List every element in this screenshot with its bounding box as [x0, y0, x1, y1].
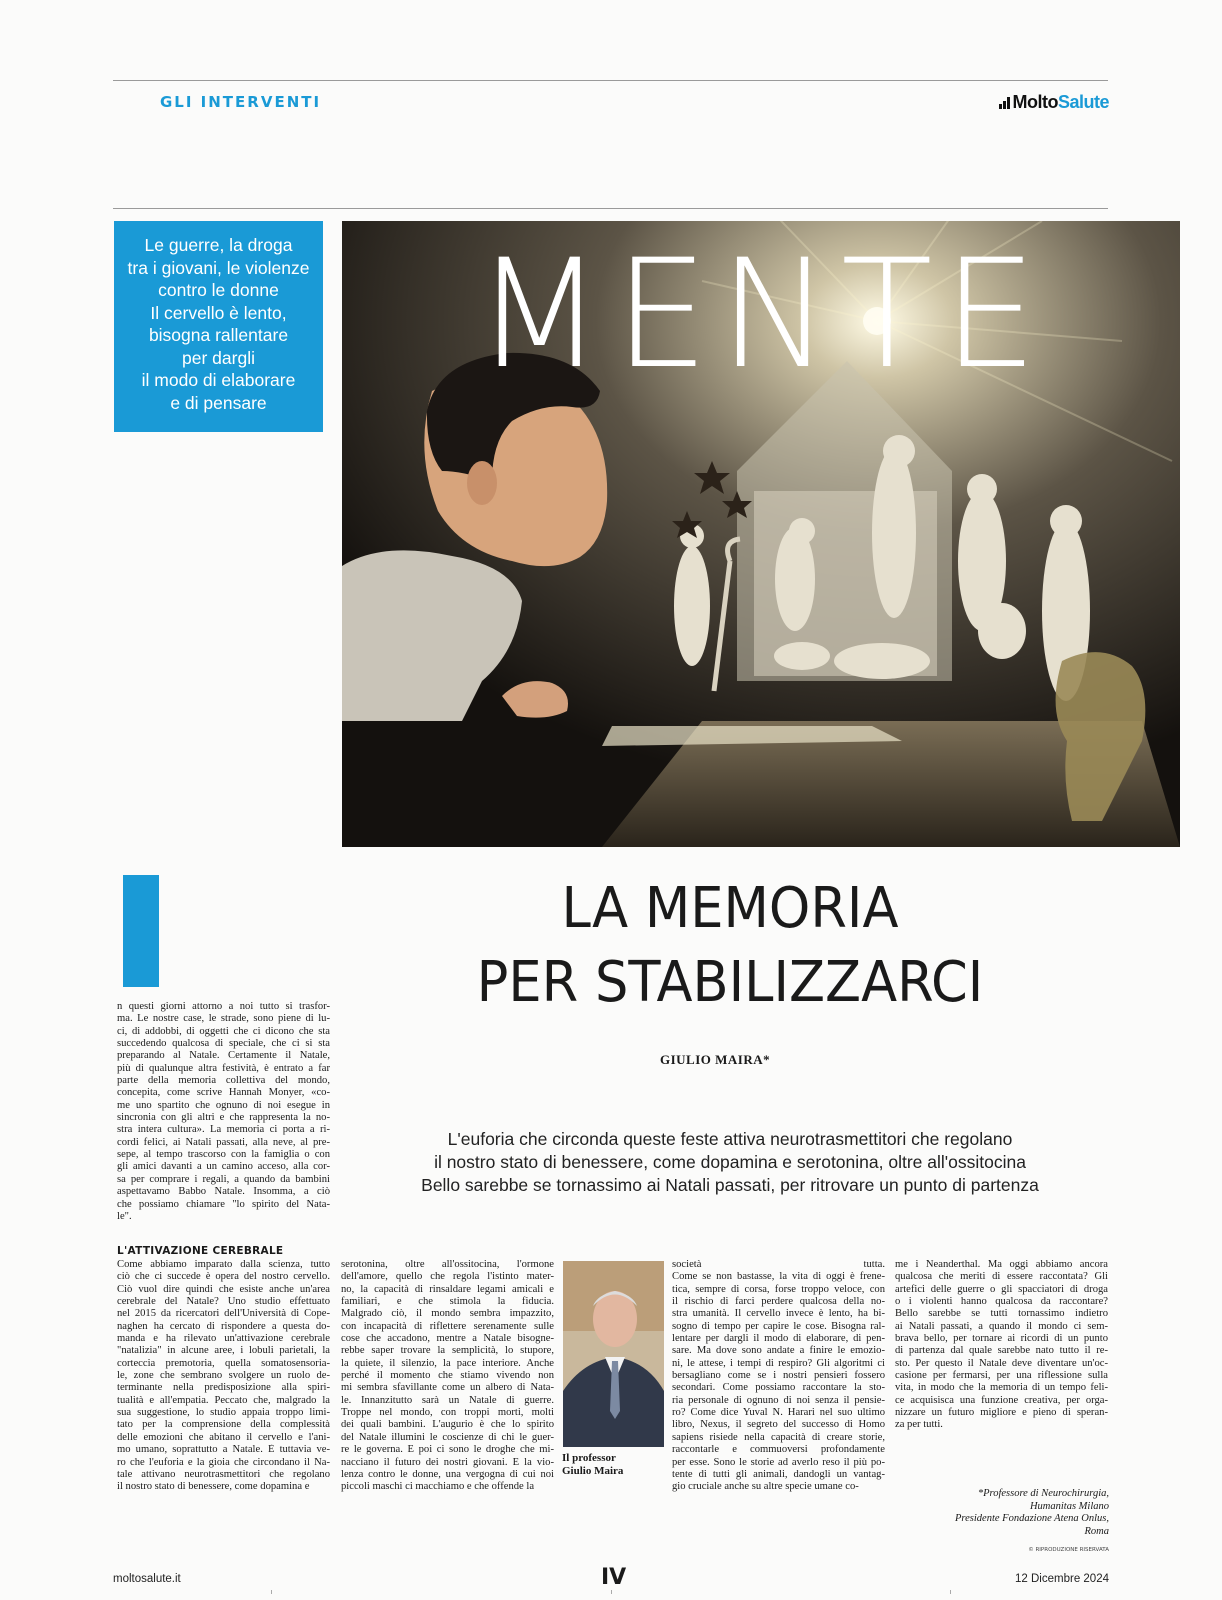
column-4 — [895, 1259, 1108, 1432]
text-line: manda e ha rilevato un'attivazione cerebrale — [117, 1333, 330, 1345]
text-line: preparando al Natale. Certamente il Natale, — [117, 1050, 330, 1062]
text-line: familiari, e che stimola la fiducia. — [341, 1296, 554, 1308]
text-line: sua suggestione, lo studio appaia troppo limi- — [117, 1407, 330, 1419]
crop-mark — [611, 1590, 612, 1594]
text-line: nel 2015 da ricercatori dell'Università di Cope- — [117, 1308, 330, 1320]
text-line: n questi giorni attorno a noi tutto si trasfor- — [117, 1001, 330, 1012]
text-line: raccontarle e commuoversi profondamente — [672, 1444, 885, 1456]
page-number: IV — [601, 1565, 627, 1590]
text-line: concepita, come scrive Hannah Monyer, «co- — [117, 1087, 330, 1099]
portrait-photo — [563, 1261, 664, 1447]
text-line: libro, Nexus, il segreto del successo di Homo — [672, 1419, 885, 1431]
text-line: Bello sarebbe se tutti tornassimo indietro — [895, 1308, 1108, 1320]
summary: L'euforia che circonda queste feste attiva neurotrasmettitori che regolano il nostro stato di benessere, come dopamina e serotonina, oltre all'ossitocina Bello sarebbe se tornassimo ai Natali passati, per ritrovare un punto di partenza — [421, 1129, 1039, 1195]
text-line: succedendo qualcosa di speciale, che ci si sta — [117, 1038, 330, 1050]
text-line: dei quali bambini. L'augurio è che lo spirito — [341, 1419, 554, 1431]
text-line: sepe, al tempo trascorso con la famiglia o con — [117, 1149, 330, 1161]
text-line: società tutta. — [672, 1259, 885, 1270]
header-rule — [113, 208, 1108, 209]
text-line: ma. Le nostre case, le strade, sono piene di lu- — [117, 1013, 330, 1025]
text-line: Come abbiamo imparato dalla scienza, tutto — [117, 1259, 330, 1270]
text-line: più di qualunque altra festività, è entrato a far — [117, 1062, 330, 1074]
footer-site: moltosalute.it — [113, 1573, 181, 1585]
text-line: Ciò vuol dire quindi che esiste anche un'area — [117, 1283, 330, 1295]
text-line: me uno spartito che ognuno di noi esegue in — [117, 1099, 330, 1111]
text-line: cerebrale del Natale? Uno studio effettuato — [117, 1296, 330, 1308]
text-line: dell'amore, quello che regola l'istinto mater- — [341, 1271, 554, 1283]
text-line: lenza contro le donne, una vergogna di cui noi — [341, 1468, 554, 1480]
text-line: sogno di tempo per capire le cose. Bisogna ral- — [672, 1320, 885, 1332]
text-line: Come se non bastasse, la vita di oggi è frene- — [672, 1271, 885, 1283]
text-line: per esse. Sono le storie ad averlo reso il più po- — [672, 1456, 885, 1468]
text-line: me i Neanderthal. Ma oggi abbiamo ancora — [895, 1259, 1108, 1270]
text-line: tica, sempre di corsa, forse troppo veloce, con — [672, 1283, 885, 1295]
text-line: sto. Per questo il Natale deve diventare un'oc- — [895, 1357, 1108, 1369]
text-line: o i violenti hanno qualcosa da raccontare? — [895, 1296, 1108, 1308]
text-line: stra intera cultura». La memoria ci porta a ri- — [117, 1124, 330, 1136]
text-line: che possiamo chiamare "lo spirito del Nata- — [117, 1198, 330, 1210]
brand-bars-icon — [999, 97, 1010, 109]
text-line: ai Natali passati, a quando il mondo ci sem- — [895, 1320, 1108, 1332]
text-line: za per tutti. — [895, 1419, 943, 1431]
text-line: sapiens risiede nella capacità di creare storie, — [672, 1431, 885, 1443]
text-line: no, la capacità di rinsaldare legami amicali e — [341, 1283, 554, 1295]
text-line: vita, in modo che la memoria di un tempo feli- — [895, 1382, 1108, 1394]
author-credit: *Professore di Neurochirurgia, Humanitas Milano Presidente Fondazione Atena Onlus, Roma — [955, 1488, 1109, 1537]
text-line: corteccia premotoria, quella somatosensoria- — [117, 1357, 330, 1369]
text-line: sare. Ma dove sono andate a finire le emozio- — [672, 1345, 885, 1357]
text-line: lentare per dargli il modo di elaborare, di pen- — [672, 1333, 885, 1345]
brand-logo: Molto Salute — [999, 92, 1109, 113]
text-line: ro? Come dice Yuval N. Harari nel suo ultimo — [672, 1407, 885, 1419]
text-line: tato per la comprensione della complessità — [117, 1419, 330, 1431]
text-line: bersagliano come se i nostri pensieri fossero — [672, 1370, 885, 1382]
text-line: rebbe saper trovare la semplicità, lo stupore, — [341, 1345, 554, 1357]
text-line: stra umanità. Il cervello invece è lento, ha bi- — [672, 1308, 885, 1320]
text-line: mo umano, soprattutto a Natale. È tuttavia ve- — [117, 1444, 330, 1456]
section-label: GLI INTERVENTI — [160, 93, 322, 111]
text-line: ciò che ci succede è opera del nostro cervello. — [117, 1271, 330, 1283]
text-line: gio cruciale anche su altre specie umane co- — [672, 1481, 859, 1493]
text-line: la quiete, il silenzio, la pace interiore. Anche — [341, 1357, 554, 1369]
text-line: ni, le attese, i tempi di respiro? Gli algoritmi ci — [672, 1357, 885, 1369]
text-line: artefici delle guerre o gli spacciatori di droga — [895, 1283, 1108, 1295]
text-line: perché il momento che stiamo vivendo non — [341, 1370, 554, 1382]
text-line: tente di tutti gli animali, dandogli un vantag- — [672, 1468, 885, 1480]
text-line: delle emozioni che abitano il cervello e l'ani- — [117, 1431, 330, 1443]
column-1-intro — [117, 1001, 330, 1223]
text-line: di partenza dal quale sarebbe nato tutto il re- — [895, 1345, 1108, 1357]
text-line: qualcosa che meriti di essere raccontata? Gli — [895, 1271, 1108, 1283]
text-line: del Natale illumini le coscienze di chi le guer- — [341, 1431, 554, 1443]
text-line: sincronia con gli altri e che rappresenta la no- — [117, 1112, 330, 1124]
text-line: il nostro stato di benessere, come dopamina e — [117, 1481, 310, 1493]
crop-mark — [950, 1590, 951, 1594]
text-line: il rischio di farci perdere qualcosa della no- — [672, 1296, 885, 1308]
text-line: con incapacità di riflettere serenamente sulle — [341, 1320, 554, 1332]
photo-kicker: MENTE — [474, 228, 1048, 402]
pull-quote-box: Le guerre, la droga tra i giovani, le violenze contro le donne Il cervello è lento, bisogna rallentare per dargli il modo di elaborare e di pensare — [114, 221, 323, 432]
copyright-note: © RIPRODUZIONE RISERVATA — [1028, 1547, 1109, 1553]
text-line: secondari. Come possiamo raccontare la sto- — [672, 1382, 885, 1394]
text-line: nacciano il futuro dei nostri giovani. E la vio- — [341, 1456, 554, 1468]
text-line: mi sembra sfavillante come un albero di Nata- — [341, 1382, 554, 1394]
text-line: le, zone che sembrano svolgere un ruolo de- — [117, 1370, 330, 1382]
text-line: sa per comprare i regali, a quando da bambini — [117, 1173, 330, 1185]
text-line: gli amici davanti a un camino acceso, alla cor- — [117, 1161, 330, 1173]
footer-date: 12 Dicembre 2024 — [1015, 1573, 1109, 1585]
text-line: le. Innanzitutto sarà un Natale di guerre. — [341, 1394, 554, 1406]
text-line: nizzare un futuro migliore e pieno di speran- — [895, 1407, 1108, 1419]
text-line: serotonina, oltre all'ossitocina, l'ormone — [341, 1259, 554, 1270]
headline: LA MEMORIA PER STABILIZZARCI — [476, 876, 984, 1015]
text-line: "natalizia" in alcune aree, i lobuli parietali, la — [117, 1345, 330, 1357]
text-line: ria personale di ognuno di noi senza il pensie- — [672, 1394, 885, 1406]
text-line: ro che l'euforia e la gioia che circondano il Na- — [117, 1456, 330, 1468]
text-line: re le governa. E poi ci sono le droghe che mi- — [341, 1444, 554, 1456]
text-line: ci, di addobbi, di oggetti che ci dicono che sta — [117, 1025, 330, 1037]
text-line: le". — [117, 1210, 132, 1222]
subheading: L'ATTIVAZIONE CEREBRALE — [117, 1245, 284, 1257]
text-line: cose che accadono, mentre a Natale bisogne- — [341, 1333, 554, 1345]
text-line: terminante nella predisposizione alla spiri- — [117, 1382, 330, 1394]
column-1-body — [117, 1259, 330, 1494]
text-line: Troppe nel mondo, con troppi morti, molti — [341, 1407, 554, 1419]
column-2 — [341, 1259, 554, 1494]
text-line: Malgrado ciò, il mondo sembra impazzito, — [341, 1308, 554, 1320]
text-line: aspettavamo Babbo Natale. Insomma, a ciò — [117, 1186, 330, 1198]
text-line: brava bello, per tornare ai ricordi di un punto — [895, 1333, 1108, 1345]
photo-caption: Il professor Giulio Maira — [562, 1452, 624, 1477]
text-line: naghen ha cercato di rispondere a questa do- — [117, 1320, 330, 1332]
text-line: piccoli maschi ci macchiamo e che offende la — [341, 1481, 535, 1493]
text-line: ce acquisisca una funzione creativa, per orga- — [895, 1394, 1108, 1406]
text-line: tale attivano neurotrasmettitori che regolano — [117, 1468, 330, 1480]
byline: GIULIO MAIRA* — [660, 1052, 771, 1067]
text-line: casione per fermarsi, per una riflessione sulla — [895, 1370, 1108, 1382]
text-line: parte della memoria collettiva del mondo, — [117, 1075, 330, 1087]
text-line: tualità e all'empatia. Peccato che, malgrado la — [117, 1394, 330, 1406]
column-3 — [672, 1259, 885, 1494]
crop-mark — [271, 1590, 272, 1594]
text-line: cordi felici, ai Natali passati, alla neve, al pre- — [117, 1136, 330, 1148]
top-rule — [113, 80, 1108, 81]
drop-cap-I — [123, 875, 159, 987]
